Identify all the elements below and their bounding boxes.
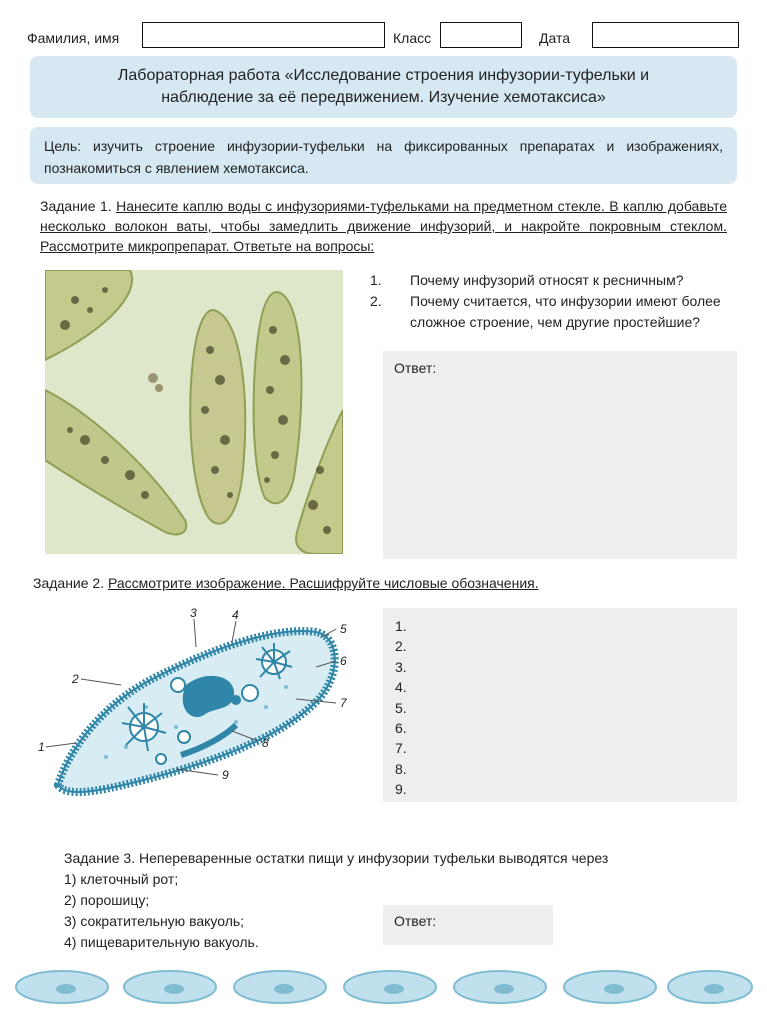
class-field[interactable] bbox=[440, 22, 522, 48]
task1-answer-box[interactable] bbox=[383, 351, 737, 559]
name-label: Фамилия, имя bbox=[27, 30, 120, 46]
task3-option: 3) сократительную вакуоль; bbox=[64, 913, 245, 929]
answer-number: 2. bbox=[395, 638, 407, 655]
answer-number: 5. bbox=[395, 699, 407, 716]
task3-option: 1) клеточный рот; bbox=[64, 871, 179, 887]
task1-text bbox=[40, 196, 727, 256]
answer-number: 7. bbox=[395, 740, 407, 757]
date-field[interactable] bbox=[592, 22, 739, 48]
answer-number: 3. bbox=[395, 658, 407, 675]
class-label: Класс bbox=[393, 30, 432, 46]
task1-questions bbox=[370, 270, 740, 350]
diagram-label: 4 bbox=[232, 608, 239, 622]
goal-text: Цель: изучить строение инфузории-туфельки на фиксированных препаратах и изображениях, познакомиться с явлением хемотаксиса. bbox=[30, 127, 737, 184]
diagram-label: 7 bbox=[340, 696, 347, 710]
diagram-label: 1 bbox=[38, 740, 45, 754]
diagram-label: 5 bbox=[340, 622, 347, 636]
answer-number: 8. bbox=[395, 760, 407, 777]
task3-answer-box[interactable] bbox=[383, 905, 553, 945]
task1-instruction: Нанесите каплю воды с инфузориями-туфельками на предметном стекле. В каплю добавьте несколько волокон ваты, чтобы замедлить движение инфузорий, и накройте покровным стеклом. Рассмотрите микропрепарат. Ответьте на вопросы: bbox=[40, 198, 727, 254]
task2-prefix: Задание 2. bbox=[33, 575, 108, 591]
lab-title bbox=[30, 56, 737, 118]
lab-title-line2: наблюдение за её передвижением. Изучение хемотаксиса» bbox=[161, 89, 606, 106]
answer-number: 9. bbox=[395, 781, 407, 798]
diagram-label: 9 bbox=[222, 768, 229, 782]
diagram-label: 8 bbox=[262, 736, 269, 750]
paramecium-diagram bbox=[36, 607, 372, 797]
diagram-label: 6 bbox=[340, 654, 347, 668]
answer-number: 6. bbox=[395, 719, 407, 736]
question-text: Почему считается, что инфузории имеют более сложное строение, чем другие простейшие? bbox=[410, 293, 721, 330]
question-number: 2. bbox=[370, 293, 382, 309]
task2-instruction: Рассмотрите изображение. Расшифруйте числовые обозначения. bbox=[108, 575, 539, 591]
task1-prefix: Задание 1. bbox=[40, 198, 117, 214]
date-label: Дата bbox=[539, 30, 571, 46]
task3-option: 2) порошицу; bbox=[64, 892, 150, 908]
diagram-label: 2 bbox=[72, 672, 79, 686]
task2-answer-box[interactable] bbox=[383, 608, 737, 802]
diagram-label: 3 bbox=[190, 607, 197, 620]
task3-option: 4) пищеварительную вакуоль. bbox=[64, 934, 259, 950]
question-text: Почему инфузорий относят к ресничным? bbox=[410, 272, 684, 288]
answer-label: Ответ: bbox=[394, 360, 437, 376]
question-number: 1. bbox=[370, 272, 382, 288]
answer-number: 4. bbox=[395, 679, 407, 696]
paramecium-micrograph bbox=[45, 270, 343, 554]
lab-title-line1: Лабораторная работа «Исследование строения инфузории-туфельки и bbox=[117, 67, 650, 84]
answer-number: 1. bbox=[395, 618, 407, 634]
answer-label: Ответ: bbox=[394, 913, 437, 929]
task2-text bbox=[33, 575, 539, 591]
footer-decoration bbox=[10, 965, 757, 1009]
name-field[interactable] bbox=[142, 22, 385, 48]
task3-question: Задание 3. Непереваренные остатки пищи у инфузории туфельки выводятся через bbox=[64, 850, 609, 866]
